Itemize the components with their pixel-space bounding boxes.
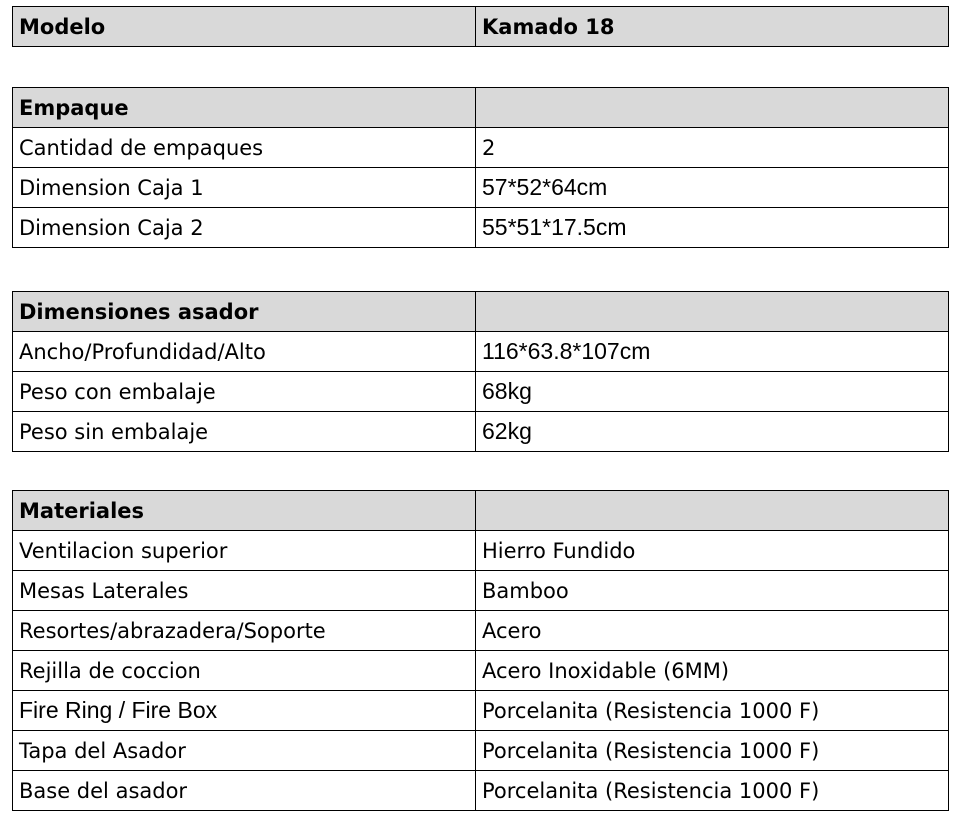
row-value: Acero bbox=[476, 611, 949, 651]
model-value: Kamado 18 bbox=[476, 7, 949, 47]
row-label: Base del asador bbox=[13, 771, 476, 811]
packaging-table bbox=[12, 87, 949, 248]
row-value: Porcelanita (Resistencia 1000 F) bbox=[476, 691, 949, 731]
row-label: Rejilla de coccion bbox=[13, 651, 476, 691]
row-value: Porcelanita (Resistencia 1000 F) bbox=[476, 771, 949, 811]
materials-table bbox=[12, 490, 949, 811]
table-row bbox=[13, 771, 949, 811]
row-value: Hierro Fundido bbox=[476, 531, 949, 571]
row-label: Cantidad de empaques bbox=[13, 128, 476, 168]
table-row bbox=[13, 691, 949, 731]
section-title: Materiales bbox=[13, 491, 476, 531]
row-label: Ventilacion superior bbox=[13, 531, 476, 571]
model-label: Modelo bbox=[13, 7, 476, 47]
section-title: Dimensiones asador bbox=[13, 292, 476, 332]
row-value: 116*63.8*107cm bbox=[476, 332, 949, 372]
section-header-row bbox=[13, 88, 949, 128]
table-row bbox=[13, 208, 949, 248]
table-row bbox=[13, 531, 949, 571]
row-label: Ancho/Profundidad/Alto bbox=[13, 332, 476, 372]
section-title: Empaque bbox=[13, 88, 476, 128]
section-header-empty bbox=[476, 88, 949, 128]
table-row bbox=[13, 332, 949, 372]
table-row bbox=[13, 168, 949, 208]
dimensions-table bbox=[12, 291, 949, 452]
section-header-empty bbox=[476, 491, 949, 531]
row-value: 68kg bbox=[476, 372, 949, 412]
row-label: Tapa del Asador bbox=[13, 731, 476, 771]
row-label: Resortes/abrazadera/Soporte bbox=[13, 611, 476, 651]
row-value: 55*51*17.5cm bbox=[476, 208, 949, 248]
row-value: 62kg bbox=[476, 412, 949, 452]
table-row bbox=[13, 651, 949, 691]
table-row bbox=[13, 611, 949, 651]
row-label: Peso con embalaje bbox=[13, 372, 476, 412]
table-row bbox=[13, 372, 949, 412]
row-value: 57*52*64cm bbox=[476, 168, 949, 208]
table-row bbox=[13, 571, 949, 611]
row-value: Porcelanita (Resistencia 1000 F) bbox=[476, 731, 949, 771]
section-header-row bbox=[13, 491, 949, 531]
table-row bbox=[13, 128, 949, 168]
row-label: Dimension Caja 2 bbox=[13, 208, 476, 248]
section-header-empty bbox=[476, 292, 949, 332]
row-label: Peso sin embalaje bbox=[13, 412, 476, 452]
table-row bbox=[13, 412, 949, 452]
row-value: Acero Inoxidable (6MM) bbox=[476, 651, 949, 691]
row-value: 2 bbox=[476, 128, 949, 168]
table-row bbox=[13, 731, 949, 771]
row-value: Bamboo bbox=[476, 571, 949, 611]
table-row bbox=[13, 7, 949, 47]
row-label: Mesas Laterales bbox=[13, 571, 476, 611]
row-label: Dimension Caja 1 bbox=[13, 168, 476, 208]
model-table bbox=[12, 6, 949, 47]
section-header-row bbox=[13, 292, 949, 332]
row-label: Fire Ring / Fire Box bbox=[13, 691, 476, 731]
